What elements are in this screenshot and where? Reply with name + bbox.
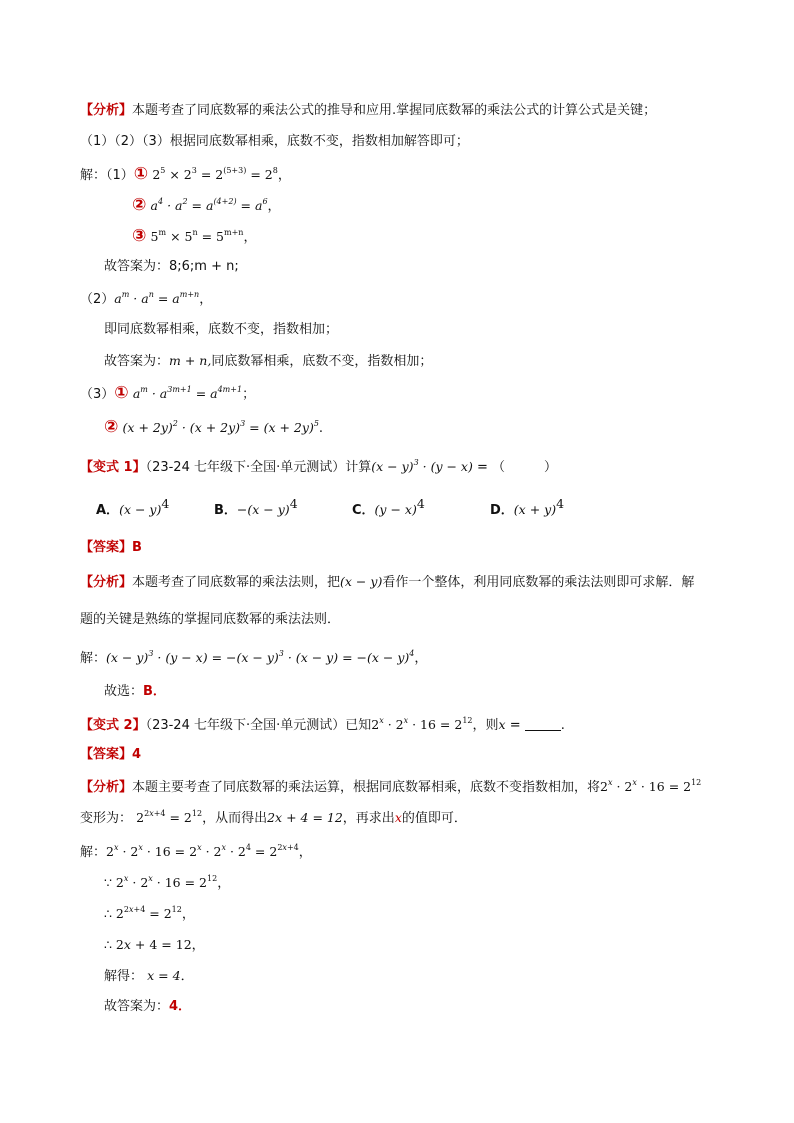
part2-note — [104, 320, 338, 340]
answer-value: 4 — [132, 747, 142, 762]
part-label: （2） — [80, 292, 115, 307]
variant1-choose — [104, 682, 166, 702]
formula: ∴ 2x + 4 = 12 — [104, 937, 192, 952]
analysis-tag: 【分析】 — [80, 575, 133, 590]
option-letter: C． — [352, 503, 375, 518]
option-a: A．$(x - y)^4$ — [96, 496, 170, 518]
formula: $5^m \times 5^n = 5^{m+n}$ — [150, 228, 244, 244]
answer-blank[interactable] — [525, 718, 561, 731]
circle-number-3: ③ — [132, 226, 147, 246]
question-source: （23-24 七年级下·全国·单元测试）已知 — [145, 718, 372, 733]
option-expr: (x − y) — [119, 502, 162, 517]
note-text: 即同底数幂相乘，底数不变，指数相加； — [104, 322, 339, 337]
option-letter: B． — [214, 503, 237, 518]
analysis-text: 看作一个整体，利用同底数幂的乘法法则即可求解．解 — [382, 575, 695, 590]
part2-formula: $(2)a^m \cdot a^n = a^{m+n}$， — [80, 290, 213, 307]
solution-step-3: ③ $5^m \times 5^n = 5^{m+n}$， — [132, 226, 257, 246]
analysis-text: ，从而得出 — [202, 811, 268, 826]
choose-prefix: 故选： — [104, 684, 144, 699]
solution-answer — [104, 257, 239, 277]
analysis-text: 的值即可． — [401, 811, 467, 826]
option-b: B．$-(x - y)^4$ — [214, 496, 298, 518]
variant2-question: 【变式 2】（23-24 七年级下·全国·单元测试）已知$2^x \cdot 2^x \cdot 16 = 2^{12}$，则x = . — [80, 716, 565, 733]
answer-prefix: 故答案为： — [104, 354, 170, 369]
variant1-question: 【变式 1】（23-24 七年级下·全国·单元测试）计算$(x - y)^3 \cdot (y - x)$ = （ ） — [80, 458, 558, 475]
solution-prefix: 解： — [80, 651, 107, 666]
variant2-solution-2: ∵ $2^x \cdot 2^x \cdot 16 = 2^{12}$， — [104, 874, 231, 891]
part3-step-2: ② $(x + 2y)^2 \cdot (x + 2y)^3 = (x + 2y)^5$. — [104, 417, 324, 437]
variant2-final — [104, 997, 191, 1017]
circle-number-1: ① — [114, 383, 129, 403]
formula: $2^5 \times 2^3 = 2^{(5+3)} = 2^8$ — [152, 166, 278, 182]
analysis-text-2: （1）（2）（3）根据同底数幂相乘，底数不变，指数相加解答即可； — [80, 134, 469, 149]
variant2-analysis — [80, 777, 701, 798]
formula: m + n, — [169, 353, 212, 368]
variant2-answer — [80, 745, 141, 765]
formula: (x − y) — [340, 574, 383, 589]
solution-prefix: 解：（1） — [80, 168, 134, 183]
question-source: （23-24 七年级下·全国·单元测试）计算 — [145, 460, 372, 475]
solve-prefix: 解得： — [104, 969, 144, 984]
formula: 2x + 4 = 12 — [267, 810, 343, 825]
formula: ∵ $2^x \cdot 2^x \cdot 16 = 2^{12}$ — [104, 874, 218, 890]
option-d: D．$(x + y)^4$ — [490, 496, 565, 518]
option-expr: −(x − y) — [236, 502, 290, 517]
formula: $2^x \cdot 2^x \cdot 16 = 2^{12}$ — [600, 778, 702, 794]
option-expr: (y − x) — [374, 502, 417, 517]
formula: $a^m \cdot a^{3m+1} = a^{4m+1}$ — [132, 385, 243, 401]
formula: x = 4 — [147, 968, 181, 983]
variant2-analysis-2 — [80, 808, 467, 829]
analysis-tag: 【分析】 — [80, 780, 133, 795]
circle-number-2: ② — [132, 195, 147, 215]
formula: $2^{2x+4} = 2^{12}$ — [136, 809, 203, 825]
answer-text: 同底数幂相乘，底数不变，指数相加； — [211, 354, 433, 369]
formula: $a^m \cdot a^n = a^{m+n}$ — [114, 290, 200, 306]
option-expr: (x + y) — [513, 502, 557, 517]
circle-number-2: ② — [104, 417, 119, 437]
analysis-text: ，再求出 — [342, 811, 395, 826]
analysis-text: 题的关键是熟练的掌握同底数幂的乘法法则． — [80, 612, 341, 627]
formula: $(x - y)^3 \cdot (y - x) = -(x - y)^3 \cdot (x - y) = -(x - y)^4$ — [106, 649, 415, 665]
answer-value: B — [132, 540, 142, 555]
analysis-line-2 — [80, 132, 469, 152]
final-prefix: 故答案为： — [104, 999, 170, 1014]
formula: $2^x \cdot 2^x \cdot 16 = 2^x \cdot 2^x \cdot 2^4 = 2^{2x+4}$ — [106, 843, 299, 859]
solution-prefix: 解： — [80, 845, 107, 860]
variant-tag: 【变式 2】 — [80, 718, 146, 733]
final-value: 4． — [169, 999, 192, 1014]
part-label: （3） — [80, 387, 115, 402]
variant2-solve: 解得： x = 4． — [104, 968, 194, 984]
formula: $(x - y)^3 \cdot (y - x)$ — [371, 458, 473, 474]
variant-tag: 【变式 1】 — [80, 460, 146, 475]
option-letter: D． — [490, 503, 514, 518]
solution-step-2: ② $a^4 \cdot a^2 = a^{(4+2)} = a^6$， — [132, 195, 281, 215]
variant2-solution-1: 解：$2^x \cdot 2^x \cdot 16 = 2^x \cdot 2^x \cdot 2^4 = 2^{2x+4}$， — [80, 843, 312, 860]
part2-answer — [104, 351, 432, 372]
formula: $a^4 \cdot a^2 = a^{(4+2)} = a^6$ — [150, 197, 268, 213]
analysis-text: 本题考查了同底数幂的乘法公式的推导和应用.掌握同底数幂的乘法公式的计算公式是关键； — [132, 103, 657, 118]
formula: $2^x \cdot 2^x \cdot 16 = 2^{12}$ — [371, 716, 473, 732]
variant1-solution: 解：$(x - y)^3 \cdot (y - x) = -(x - y)^3 \cdot (x - y) = -(x - y)^4$， — [80, 649, 428, 666]
part3-step-1: （3）① $a^m \cdot a^{3m+1} = a^{4m+1}$； — [80, 383, 256, 403]
analysis-text: 变形为： — [80, 811, 133, 826]
variant1-answer — [80, 538, 142, 558]
variant2-solution-4: ∴ 2x + 4 = 12， — [104, 937, 205, 953]
formula: $(x + 2y)^2 \cdot (x + 2y)^3 = (x + 2y)^5$ — [122, 419, 319, 435]
analysis-line — [80, 101, 656, 121]
option-c: C．$(y - x)^4$ — [352, 496, 425, 518]
answer-tag: 【答案】 — [80, 747, 133, 762]
variable-x: x — [394, 810, 402, 825]
variant1-analysis-2 — [80, 610, 340, 630]
analysis-text: 本题考查了同底数幂的乘法法则，把 — [132, 575, 341, 590]
circle-number-1: ① — [133, 164, 149, 184]
answer-text: 故答案为：8;6;m + n; — [104, 259, 239, 274]
answer-paren: （ ） — [492, 460, 558, 475]
analysis-tag: 【分析】 — [80, 103, 133, 118]
variant1-analysis — [80, 572, 694, 593]
option-letter: A． — [96, 503, 120, 518]
choose-value: B． — [143, 684, 166, 699]
solution-step-1: 解：（1）① $2^5 \times 2^3 = 2^{(5+3)} = 2^8$， — [80, 164, 291, 184]
formula: ∴ $2^{2x+4} = 2^{12}$ — [104, 905, 182, 921]
variant2-solution-3: ∴ $2^{2x+4} = 2^{12}$， — [104, 905, 195, 922]
question-text: ，则 — [472, 718, 499, 733]
answer-tag: 【答案】 — [80, 540, 133, 555]
analysis-text: 本题主要考查了同底数幂的乘法运算，根据同底数幂相乘，底数不变指数相加，将 — [132, 780, 601, 795]
